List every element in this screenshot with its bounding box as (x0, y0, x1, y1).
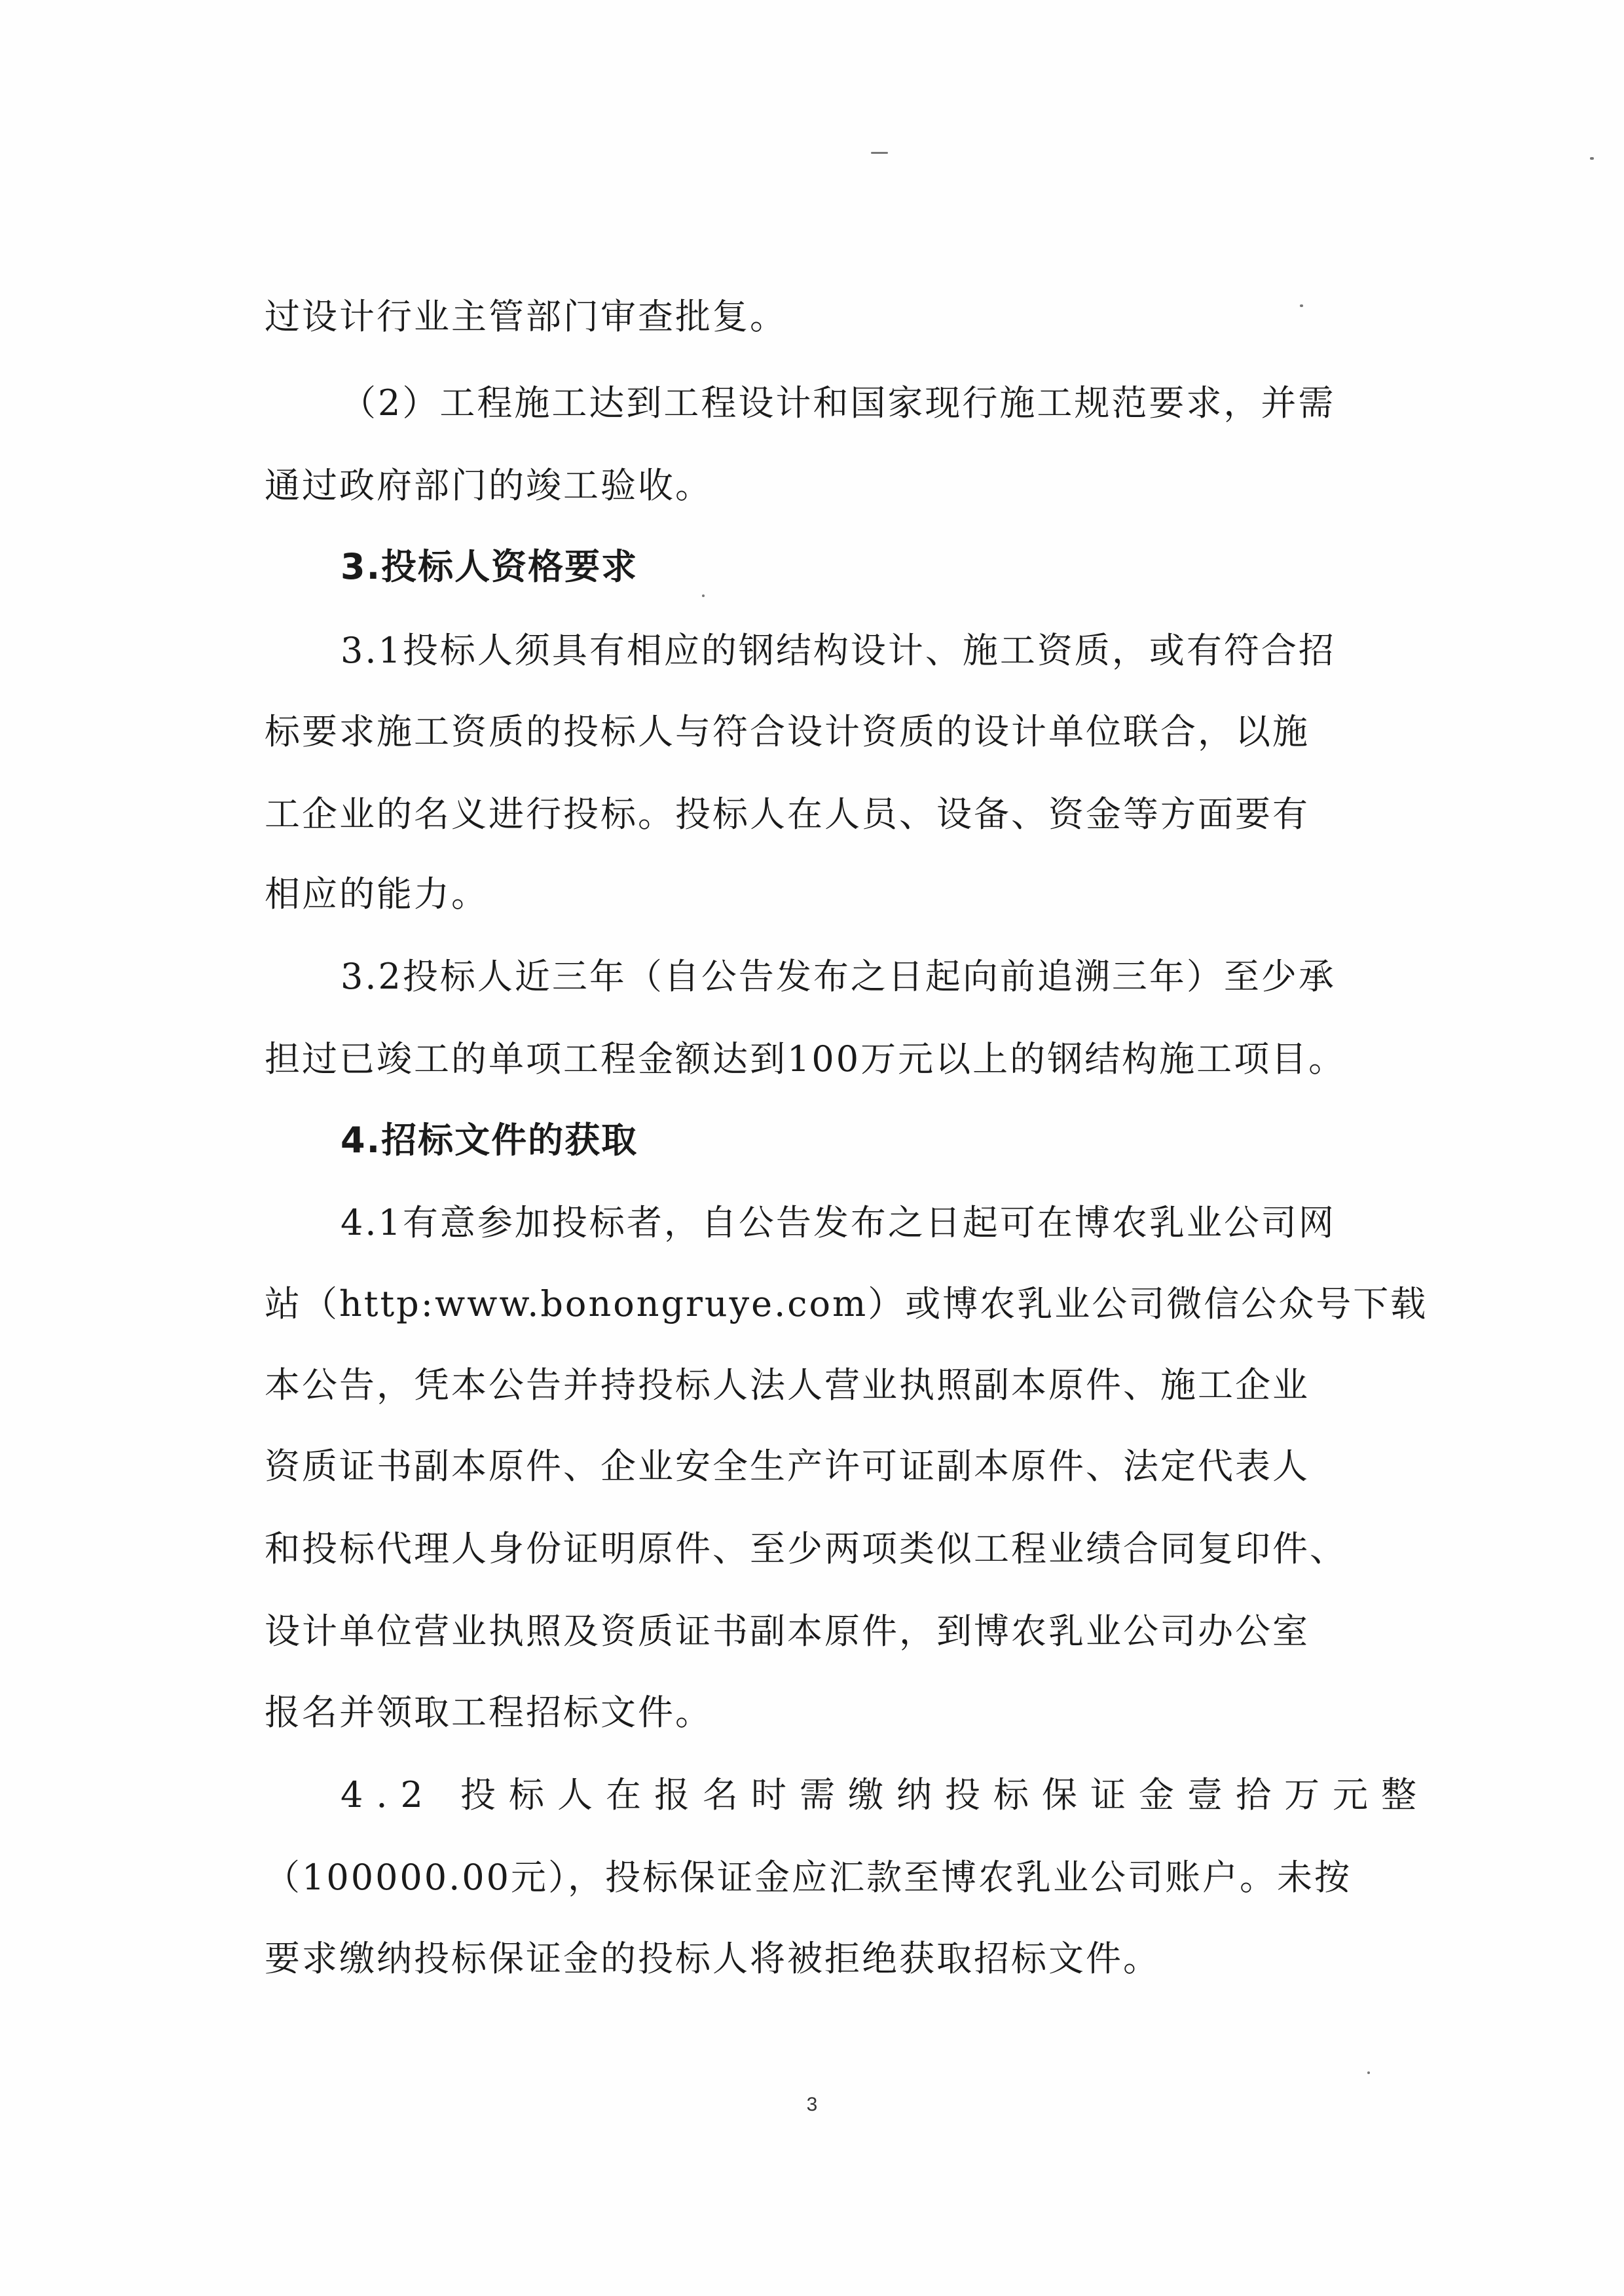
scan-speck (702, 594, 705, 597)
paragraph-line: （2）工程施工达到工程设计和国家现行施工规范要求，并需 (341, 382, 1336, 424)
paragraph-line: 资质证书副本原件、企业安全生产许可证副本原件、法定代表人 (265, 1446, 1310, 1487)
section-heading: 3.投标人资格要求 (341, 546, 638, 587)
scan-speck (1590, 157, 1594, 160)
paragraph-line: 工企业的名义进行投标。投标人在人员、设备、资金等方面要有 (265, 793, 1310, 835)
paragraph-line: 3.1投标人须具有相应的钢结构设计、施工资质，或有符合招 (341, 630, 1336, 671)
paragraph-line: 和投标代理人身份证明原件、至少两项类似工程业绩合同复印件、 (265, 1528, 1347, 1569)
paragraph-line: 标要求施工资质的投标人与符合设计资质的设计单位联合，以施 (265, 711, 1310, 752)
scan-speck (871, 152, 888, 154)
paragraph-line: 4.1有意参加投标者，自公告发布之日起可在博农乳业公司网 (341, 1202, 1336, 1243)
scan-speck (1367, 2071, 1370, 2074)
paragraph-line: 报名并领取工程招标文件。 (265, 1692, 712, 1733)
paragraph-line: 要求缴纳投标保证金的投标人将被拒绝获取招标文件。 (265, 1938, 1160, 1979)
paragraph-line: 本公告，凭本公告并持投标人法人营业执照副本原件、施工企业 (265, 1364, 1310, 1406)
paragraph-line: 过设计行业主管部门审查批复。 (265, 296, 787, 337)
paragraph-line: 设计单位营业执照及资质证书副本原件，到博农乳业公司办公室 (265, 1611, 1310, 1652)
paragraph-line: （100000.00元），投标保证金应汇款至博农乳业公司账户。未按 (265, 1857, 1352, 1898)
paragraph-line: 担过已竣工的单项工程金额达到100万元以上的钢结构施工项目。 (265, 1038, 1346, 1080)
page-number: 3 (806, 2094, 818, 2115)
paragraph-line: 相应的能力。 (265, 873, 489, 915)
paragraph-line: 站（http:www.bonongruye.com）或博农乳业公司微信公众号下载 (265, 1283, 1428, 1324)
paragraph-line: 4.2 投标人在报名时需缴纳投标保证金壹拾万元整 (341, 1774, 1430, 1815)
paragraph-line: 通过政府部门的竣工验收。 (265, 465, 712, 506)
section-heading: 4.招标文件的获取 (341, 1120, 638, 1161)
scan-speck (1300, 304, 1303, 307)
paragraph-line: 3.2投标人近三年（自公告发布之日起向前追溯三年）至少承 (341, 956, 1336, 997)
